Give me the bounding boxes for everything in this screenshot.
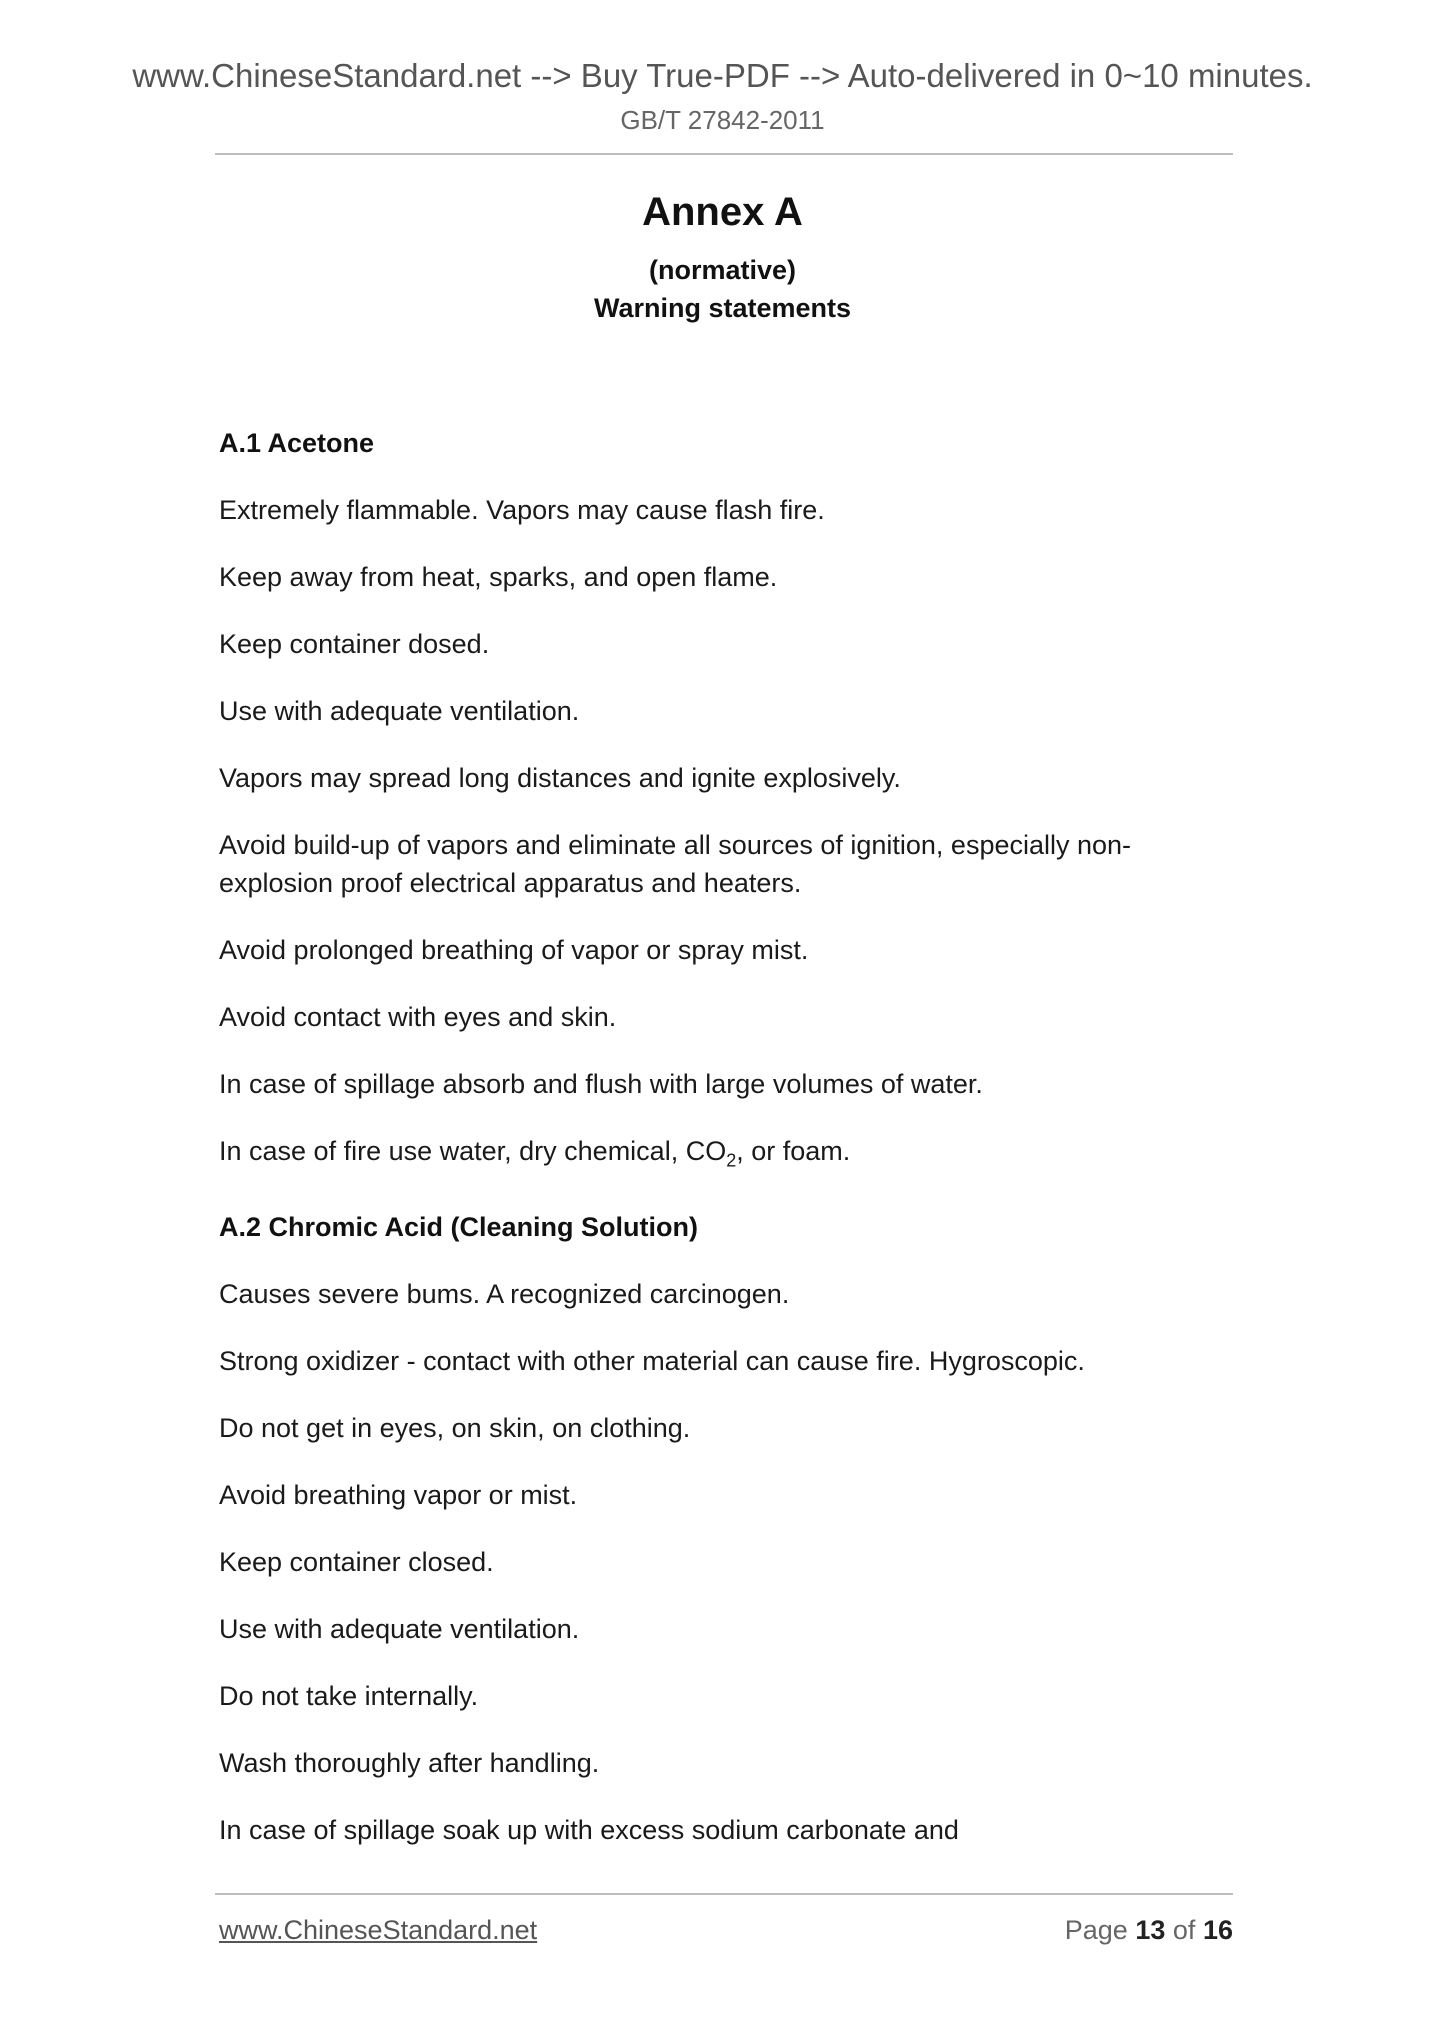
statement: Vapors may spread long distances and ignite explosively. [219, 763, 901, 793]
statement: Wash thoroughly after handling. [219, 1748, 600, 1779]
annex-subtitle: Warning statements [593, 293, 852, 323]
statement: Causes severe bums. A recognized carcinogen. [219, 1279, 790, 1310]
statement: Avoid build-up of vapors and eliminate all sources of ignition, especially non-explosion proof electrical apparatus and heaters. [219, 830, 1132, 898]
page-indicator [1065, 1913, 1233, 1947]
statement-fire [219, 1132, 1234, 1179]
statement: Avoid contact with eyes and skin. [219, 1002, 617, 1032]
document-body [219, 424, 1234, 1878]
statement: Avoid prolonged breathing of vapor or spray mist. [219, 935, 809, 965]
statement: In case of spillage absorb and flush with large volumes of water. [219, 1069, 983, 1099]
co2-subscript: 2 [726, 1150, 737, 1171]
footer-divider [215, 1893, 1233, 1895]
page-label: Page [1064, 1915, 1128, 1945]
statement: Use with adequate ventilation. [219, 696, 580, 726]
page-current: 13 [1135, 1915, 1166, 1945]
section-heading-acetone: A.1 Acetone [219, 428, 375, 458]
fire-text-before: In case of fire use water, dry chemical, CO [219, 1136, 727, 1166]
page-total: 16 [1202, 1915, 1233, 1945]
page-of: of [1172, 1915, 1196, 1945]
statement: Strong oxidizer - contact with other material can cause fire. Hygroscopic. [219, 1346, 1085, 1377]
fire-text-after: , or foam. [736, 1136, 851, 1166]
statement: Avoid breathing vapor or mist. [219, 1480, 578, 1511]
statement: Keep container closed. [219, 1547, 494, 1578]
footer-website-link[interactable]: www.ChineseStandard.net [219, 1915, 538, 1945]
statement: Use with adequate ventilation. [219, 1614, 580, 1645]
header-banner: www.ChineseStandard.net --> Buy True-PDF --> Auto-delivered in 0~10 minutes. [132, 57, 1313, 94]
statement: Extremely flammable. Vapors may cause flash fire. [219, 495, 825, 525]
statement: Keep container dosed. [219, 629, 490, 659]
annex-type: (normative) [648, 255, 797, 285]
statement: Keep away from heat, sparks, and open flame. [219, 562, 778, 592]
annex-title: Annex A [642, 190, 803, 234]
header-divider [215, 153, 1233, 155]
statement: In case of spillage soak up with excess sodium carbonate and [219, 1815, 959, 1846]
statement: Do not take internally. [219, 1681, 479, 1712]
standard-id: GB/T 27842-2011 [620, 105, 825, 135]
statement: Do not get in eyes, on skin, on clothing. [219, 1413, 691, 1444]
section-heading-chromic-acid: A.2 Chromic Acid (Cleaning Solution) [219, 1212, 699, 1243]
